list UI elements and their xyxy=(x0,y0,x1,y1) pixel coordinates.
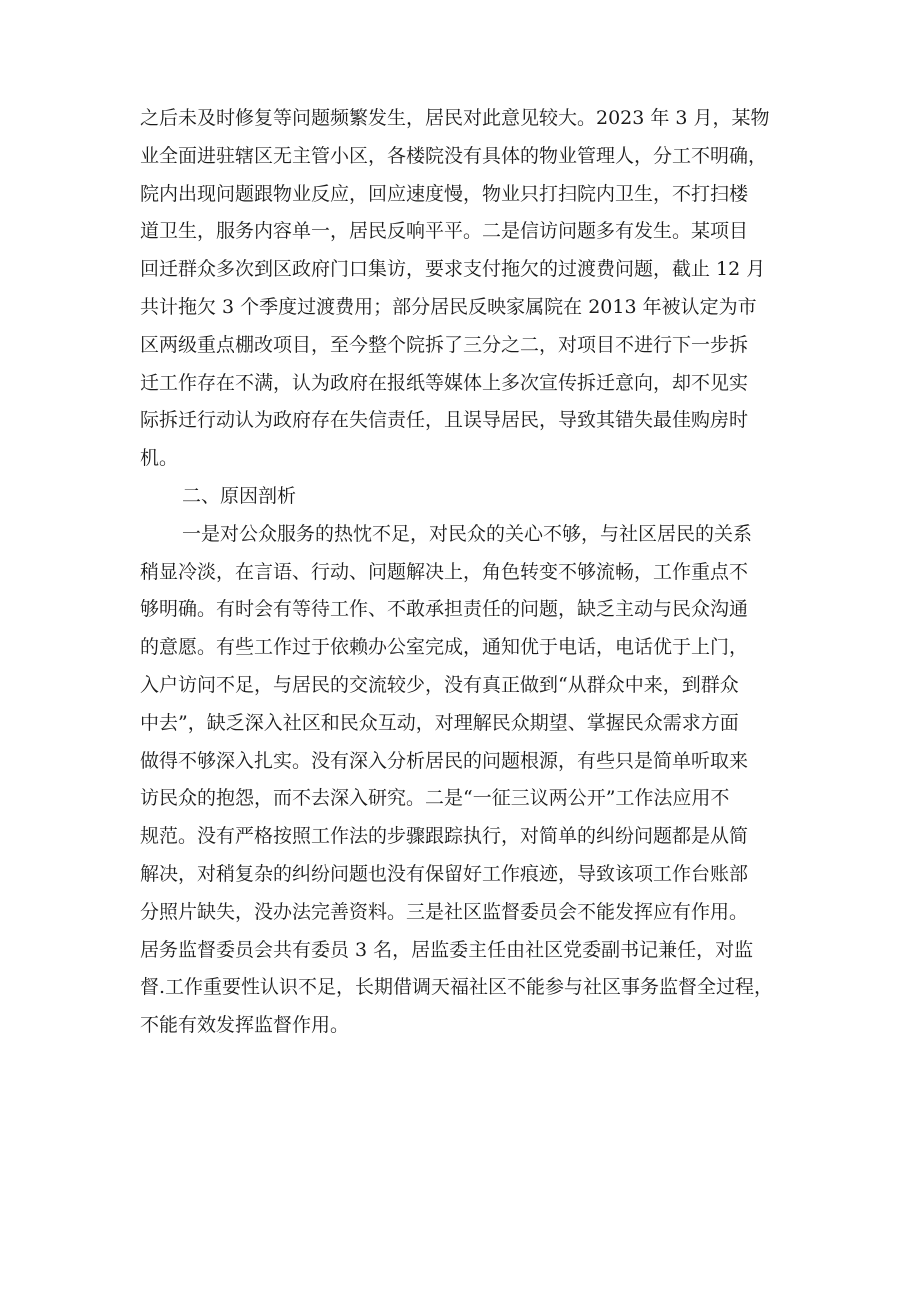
text-line: 分照片缺失，没办法完善资料。三是社区监督委员会不能发挥应有作用。 xyxy=(140,900,749,923)
text-line: 机。 xyxy=(140,447,179,470)
text-line: 够明确。有时会有等待工作、不敢承担责任的问题，缺乏主动与民众沟通 xyxy=(140,598,749,621)
text-line: 业全面进驻辖区无主管小区，各楼院没有具体的物业管理人，分工不明确， xyxy=(140,144,768,167)
text-line: 中去”，缺乏深入社区和民众互动，对理解民众期望、掌握民众需求方面 xyxy=(140,711,739,734)
text-line: 督.工作重要性认识不足，长期借调天福社区不能参与社区事务监督全过程， xyxy=(140,976,774,999)
text-line: 回迁群众多次到区政府门口集访，要求支付拖欠的过渡费问题，截止 12 月 xyxy=(140,258,766,281)
text-line: 规范。没有严格按照工作法的步骤跟踪执行，对简单的纠纷问题都是从简 xyxy=(140,825,749,848)
text-line: 迁工作存在不满，认为政府在报纸等媒体上多次宣传拆迁意向，却不见实 xyxy=(140,371,749,394)
text-line: 居务监督委员会共有委员 3 名，居监委主任由社区党委副书记兼任，对监 xyxy=(140,938,754,961)
text-line: 访民众的抱怨，而不去深入研究。二是“一征三议两公开”工作法应用不 xyxy=(140,787,730,810)
text-line: 的意愿。有些工作过于依赖办公室完成，通知优于电话，电话优于上门， xyxy=(140,636,749,659)
text-line: 稍显冷淡，在言语、行动、问题解决上，角色转变不够流畅，工作重点不 xyxy=(140,560,749,583)
text-line: 做得不够深入扎实。没有深入分析居民的问题根源，有些只是简单听取来 xyxy=(140,749,749,772)
text-line: 区两级重点棚改项目，至今整个院拆了三分之二，对项目不进行下一步拆 xyxy=(140,333,749,356)
text-line: 道卫生，服务内容单一，居民反响平平。二是信访问题多有发生。某项目 xyxy=(140,220,749,243)
document-body xyxy=(140,100,790,1045)
text-line: 不能有效发挥监督作用。 xyxy=(140,1014,350,1037)
text-line: 际拆迁行动认为政府存在失信责任，且误导居民，导致其错失最佳购房时 xyxy=(140,409,749,432)
text-line: 共计拖欠 3 个季度过渡费用；部分居民反映家属院在 2013 年被认定为市 xyxy=(140,295,757,318)
text-line: 之后未及时修复等问题频繁发生，居民对此意见较大。2023 年 3 月，某物 xyxy=(140,107,770,129)
text-line: 入户访问不足，与居民的交流较少，没有真正做到“从群众中来，到群众 xyxy=(140,673,739,696)
paragraph-start-line: 一是对公众服务的热忱不足，对民众的关心不够，与社区居民的关系 xyxy=(182,522,753,545)
section-heading: 二、原因剖析 xyxy=(182,484,297,507)
text-line: 院内出现问题跟物业反应，回应速度慢，物业只打扫院内卫生，不打扫楼 xyxy=(140,182,749,205)
text-line: 解决，对稍复杂的纠纷问题也没有保留好工作痕迹，导致该项工作台账部 xyxy=(140,862,749,885)
